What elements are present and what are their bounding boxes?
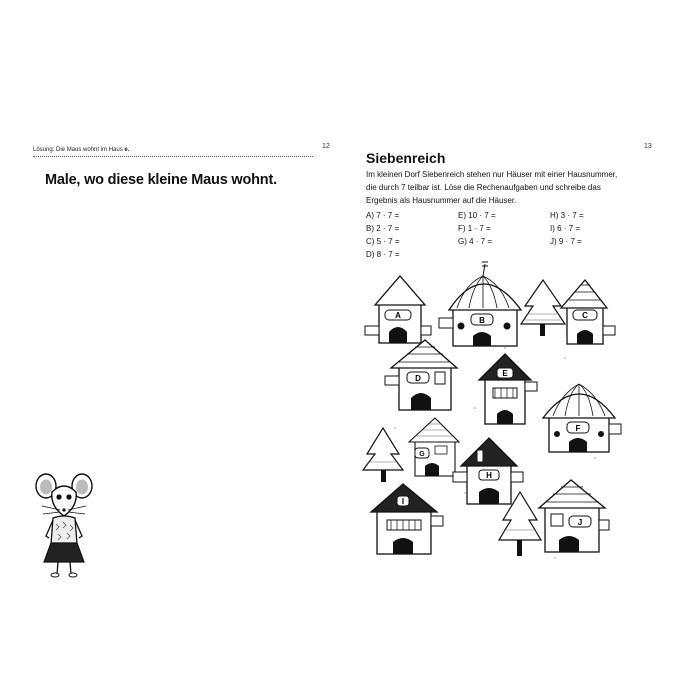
house-label-h: H — [486, 471, 492, 480]
task-item: E) 10 · 7 = — [458, 211, 496, 220]
task-item: H) 3 · 7 = — [550, 211, 584, 220]
house-label-d: D — [415, 374, 421, 383]
page-heading-left: Male, wo diese kleine Maus wohnt. — [45, 172, 277, 188]
page-heading-right: Siebenreich — [366, 150, 446, 166]
house-label-b: B — [479, 316, 485, 325]
house-a — [365, 276, 431, 343]
house-i — [371, 484, 443, 554]
task-column-2 — [458, 209, 496, 248]
house-f — [543, 384, 621, 452]
house-e — [479, 354, 537, 424]
task-column-1 — [366, 209, 400, 261]
house-label-a: A — [395, 311, 401, 320]
house-j — [539, 480, 609, 552]
task-item: I) 6 · 7 = — [550, 224, 581, 233]
solution-answer: e. — [124, 147, 130, 153]
tree-icon — [363, 428, 403, 482]
solution-prefix: Lösung: Die Maus wohnt im Haus — [33, 147, 123, 153]
mouse-illustration — [34, 470, 96, 578]
task-item: C) 5 · 7 = — [366, 237, 400, 246]
intro-line: Ergebnis als Hausnummer auf die Häuser. — [366, 196, 517, 205]
task-item: F) 1 · 7 = — [458, 224, 491, 233]
task-item: B) 2 · 7 = — [366, 224, 400, 233]
solution-line — [33, 147, 313, 157]
intro-line: die durch 7 teilbar ist. Löse die Rechenaufgaben und schreibe das — [366, 183, 601, 192]
house-g — [409, 418, 459, 476]
house-label-e: E — [502, 369, 508, 378]
intro-line: Im kleinen Dorf Siebenreich stehen nur Häuser mit einer Hausnummer, — [366, 170, 618, 179]
house-label-f: F — [575, 424, 581, 433]
house-b — [439, 262, 521, 346]
math-tasks — [366, 209, 666, 259]
right-page — [350, 0, 700, 700]
intro-text — [366, 168, 666, 207]
task-item: J) 9 · 7 = — [550, 237, 582, 246]
task-item: A) 7 · 7 = — [366, 211, 400, 220]
house-h — [453, 438, 523, 504]
task-item: G) 4 · 7 = — [458, 237, 493, 246]
house-d — [385, 340, 457, 410]
page-number-left: 12 — [322, 143, 330, 150]
house-c — [561, 280, 615, 344]
page-number-right: 13 — [644, 143, 652, 150]
house-label-g: G — [419, 451, 425, 458]
house-label-c: C — [582, 311, 588, 320]
task-item: D) 8 · 7 = — [366, 250, 400, 259]
house-label-i: I — [401, 497, 405, 506]
task-column-3 — [550, 209, 584, 248]
house-label-j: J — [577, 518, 583, 527]
tree-icon — [521, 280, 565, 336]
village-illustration — [355, 258, 625, 570]
